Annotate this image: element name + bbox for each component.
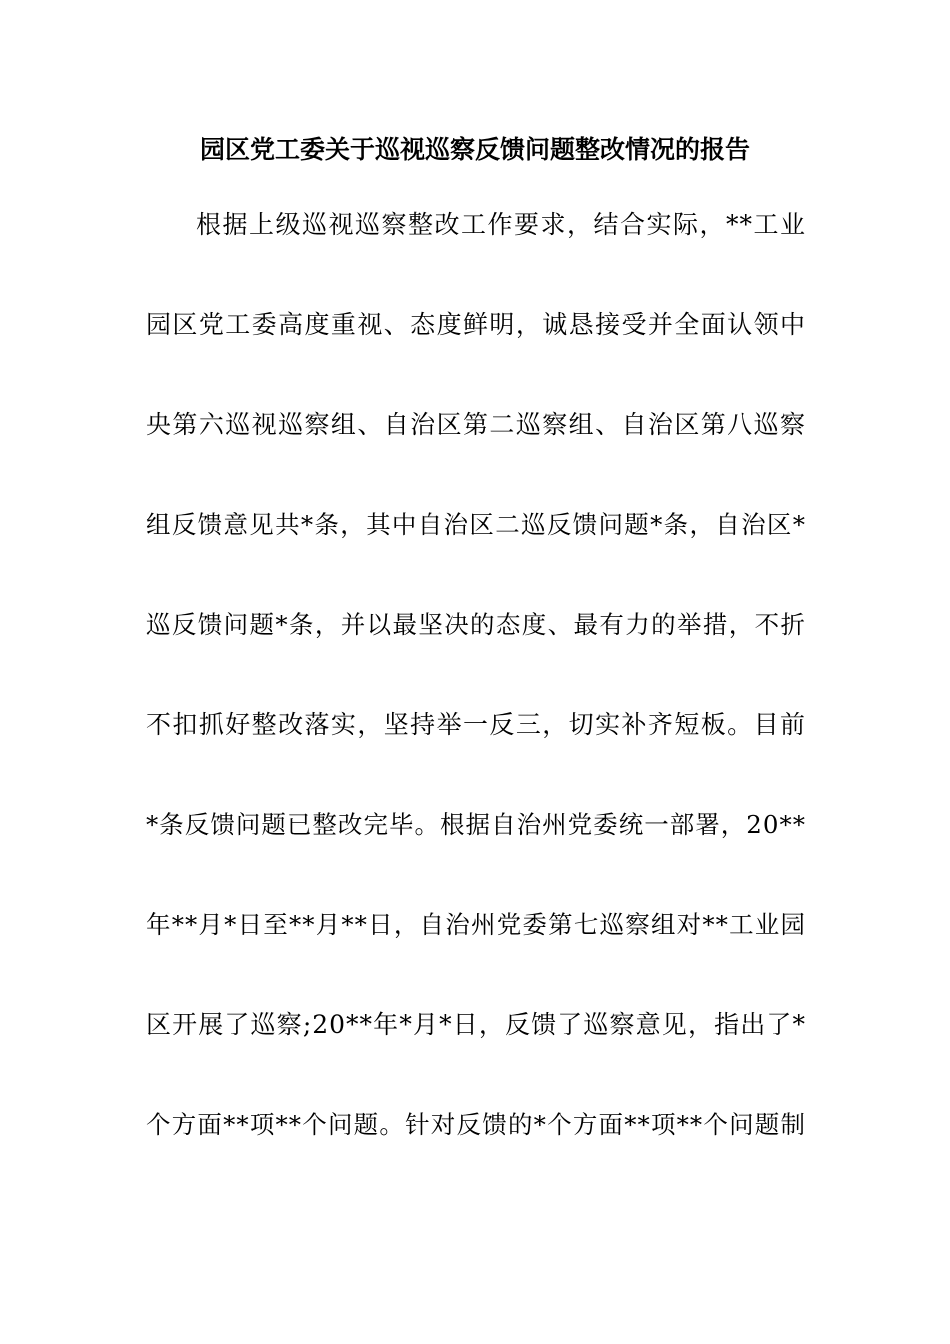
body-line-6: 不扣抓好整改落实，坚持举一反三，切实补齐短板。目前	[146, 710, 806, 739]
body-line-1: 根据上级巡视巡察整改工作要求，结合实际，**工业	[196, 210, 806, 239]
body-line-10: 个方面**项**个问题。针对反馈的*个方面**项**个问题制	[146, 1110, 806, 1139]
body-line-8: 年**月*日至**月**日，自治州党委第七巡察组对**工业园	[146, 910, 806, 939]
body-line-4: 组反馈意见共*条，其中自治区二巡反馈问题*条，自治区*	[146, 510, 806, 539]
body-line-5: 巡反馈问题*条，并以最坚决的态度、最有力的举措，不折	[146, 610, 806, 639]
body-line-3: 央第六巡视巡察组、自治区第二巡察组、自治区第八巡察	[146, 410, 806, 439]
body-line-2: 园区党工委高度重视、态度鲜明，诚恳接受并全面认领中	[146, 310, 806, 339]
body-line-9: 区开展了巡察;20**年*月*日，反馈了巡察意见，指出了*	[146, 1010, 806, 1039]
body-line-7: *条反馈问题已整改完毕。根据自治州党委统一部署，20**	[146, 810, 806, 839]
document-title: 园区党工委关于巡视巡察反馈问题整改情况的报告	[199, 135, 750, 164]
